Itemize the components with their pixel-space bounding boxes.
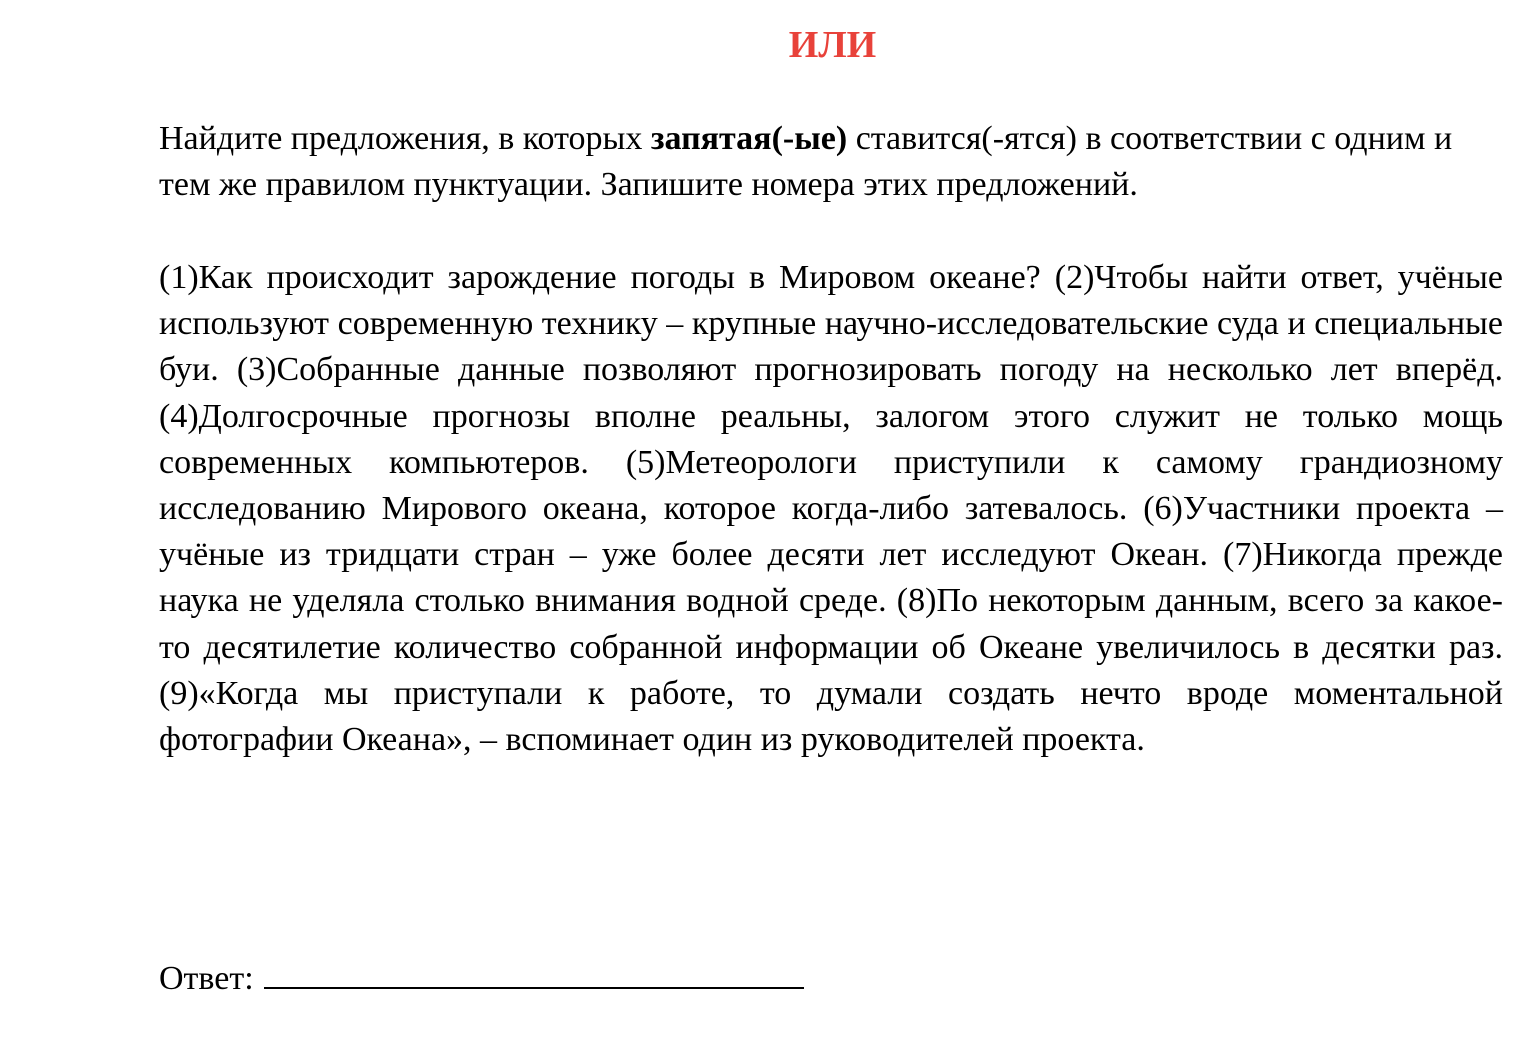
instruction-emphasis: запятая(-ые) bbox=[650, 120, 848, 157]
answer-row bbox=[159, 956, 1503, 1002]
task-instruction bbox=[159, 116, 1503, 208]
source-passage: (1)Как происходит зарождение погоды в Мировом океане? (2)Чтобы найти ответ, учёные используют современную технику – крупные научно-исследовательские суда и специальные буи. (3)Собранные данные позволяют прогнозировать погоду на несколько лет вперёд. (4)Долгосрочные прогнозы вполне реальны, залогом этого служит не только мощь современных компьютеров. (5)Метеорологи приступили к самому грандиозному исследованию Мирового океана, которое когда-либо затевалось. (6)Участники проекта – учёные из тридцати стран – уже более десяти лет исследуют Океан. (7)Никогда прежде наука не уделяла столько внимания водной среде. (8)По некоторым данным, всего за какое-то десятилетие количество собранной информации об Океане увеличилось в десятки раз. (9)«Когда мы приступали к работе, то думали создать нечто вроде моментальной фотографии Океана», – вспоминает один из руководителей проекта. bbox=[159, 259, 1503, 759]
or-heading: ИЛИ bbox=[788, 24, 877, 66]
answer-input-line[interactable] bbox=[264, 957, 804, 989]
answer-label: Ответ: bbox=[159, 960, 254, 997]
instruction-text-start: Найдите предложения, в которых bbox=[159, 120, 651, 157]
instruction-text-end: ставится(-ятся) в соответствии с одним и тем же правилом пунктуации. Запишите номера этих предложений. bbox=[159, 120, 1453, 204]
